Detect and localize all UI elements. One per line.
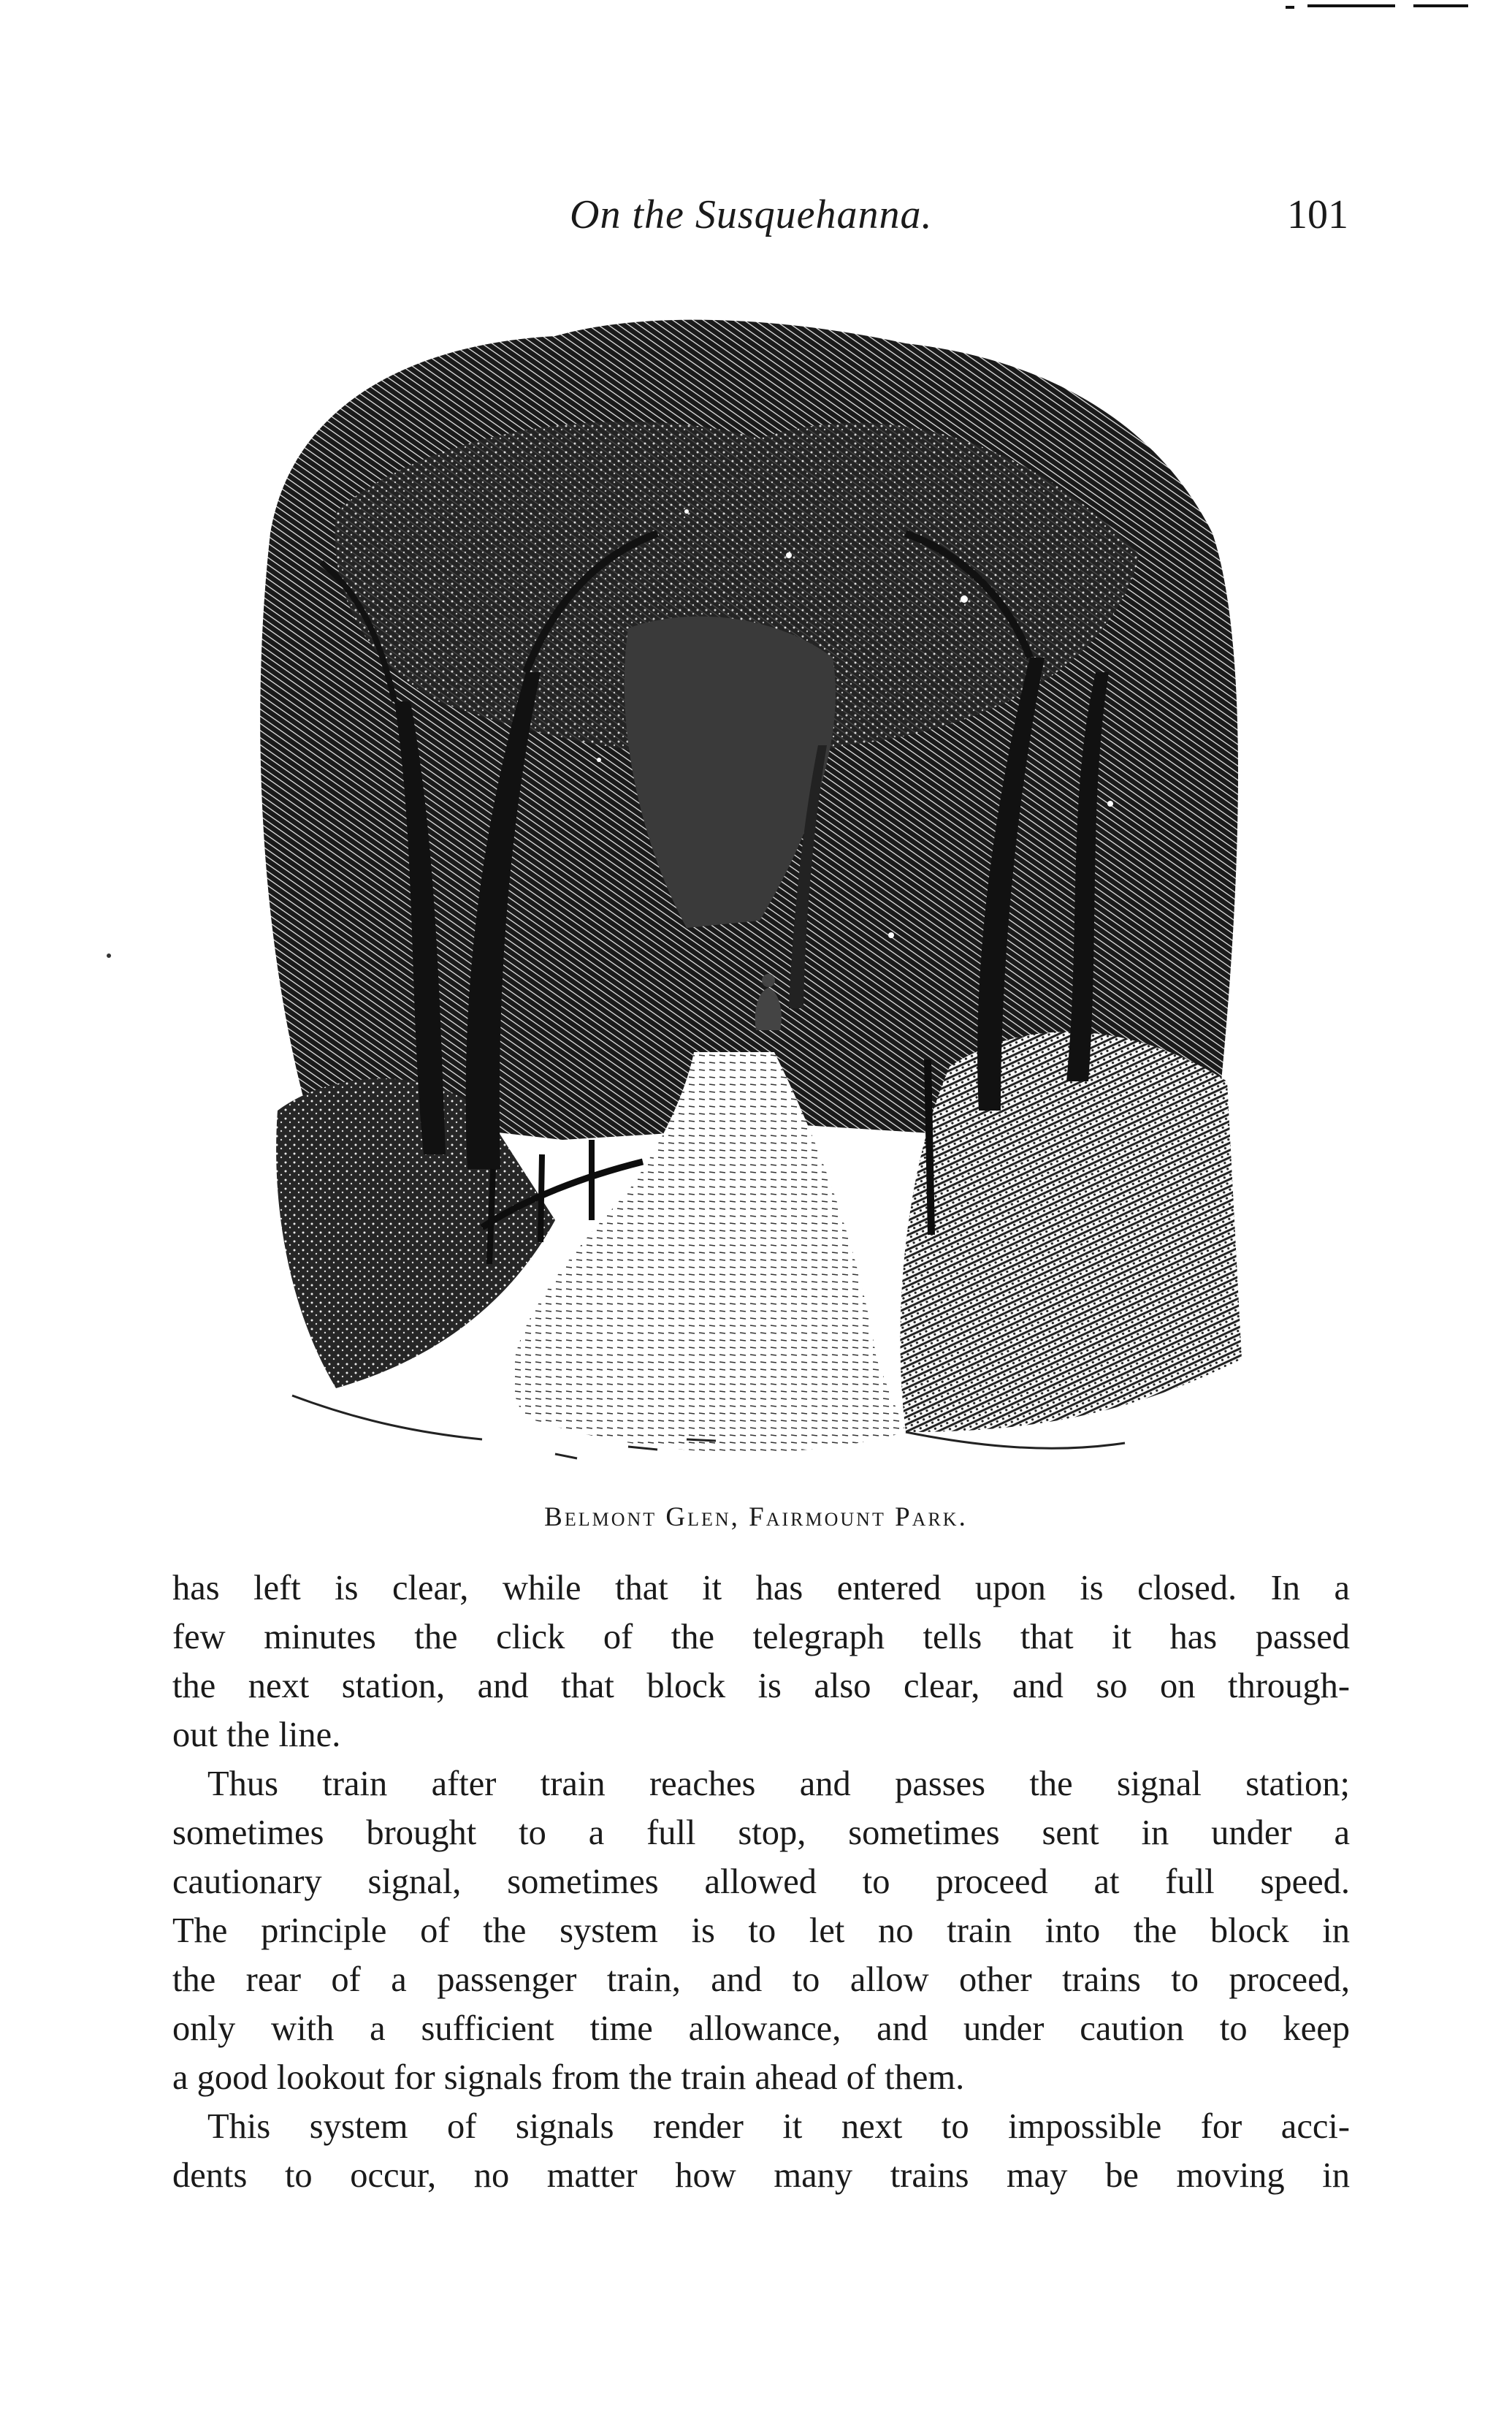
text-line: dents to occur, no matter how many trains may be moving in: [172, 2156, 1350, 2195]
scan-edge-mark: [1307, 4, 1395, 7]
text-line: Thus train after train reaches and passes the signal station;: [207, 1764, 1350, 1803]
text-line: the rear of a passenger train, and to allow other trains to proceed,: [172, 1960, 1350, 1999]
running-head: [0, 191, 1512, 257]
text-line: the next station, and that block is also clear, and so on through-: [172, 1667, 1350, 1705]
page-number: 101: [1287, 192, 1348, 237]
text-line: few minutes the click of the telegraph tells that it has passed: [172, 1618, 1350, 1656]
text-line: cautionary signal, sometimes allowed to proceed at full speed.: [172, 1862, 1350, 1901]
running-head-title: On the Susquehanna.: [570, 192, 933, 237]
text-line: has left is clear, while that it has entered upon is closed. In a: [172, 1569, 1350, 1607]
illustration-caption: Belmont Glen, Fairmount Park.: [544, 1502, 968, 1532]
text-line: only with a sufficient time allowance, and under caution to keep: [172, 2009, 1350, 2048]
body-text: [172, 1564, 1350, 2200]
text-line: a good lookout for signals from the train ahead of them.: [172, 2058, 965, 2097]
engraving-illustration: [248, 292, 1271, 1491]
stray-ink-dot: [107, 953, 111, 958]
text-line: out the line.: [172, 1716, 341, 1754]
text-line: sometimes brought to a full stop, sometimes sent in under a: [172, 1813, 1350, 1852]
scan-edge-mark: [1286, 6, 1294, 9]
scan-edge-mark: [1413, 4, 1468, 7]
text-line: This system of signals render it next to impossible for acci-: [207, 2107, 1350, 2146]
text-line: The principle of the system is to let no train into the block in: [172, 1911, 1350, 1950]
woodland-path-engraving: [248, 292, 1271, 1491]
